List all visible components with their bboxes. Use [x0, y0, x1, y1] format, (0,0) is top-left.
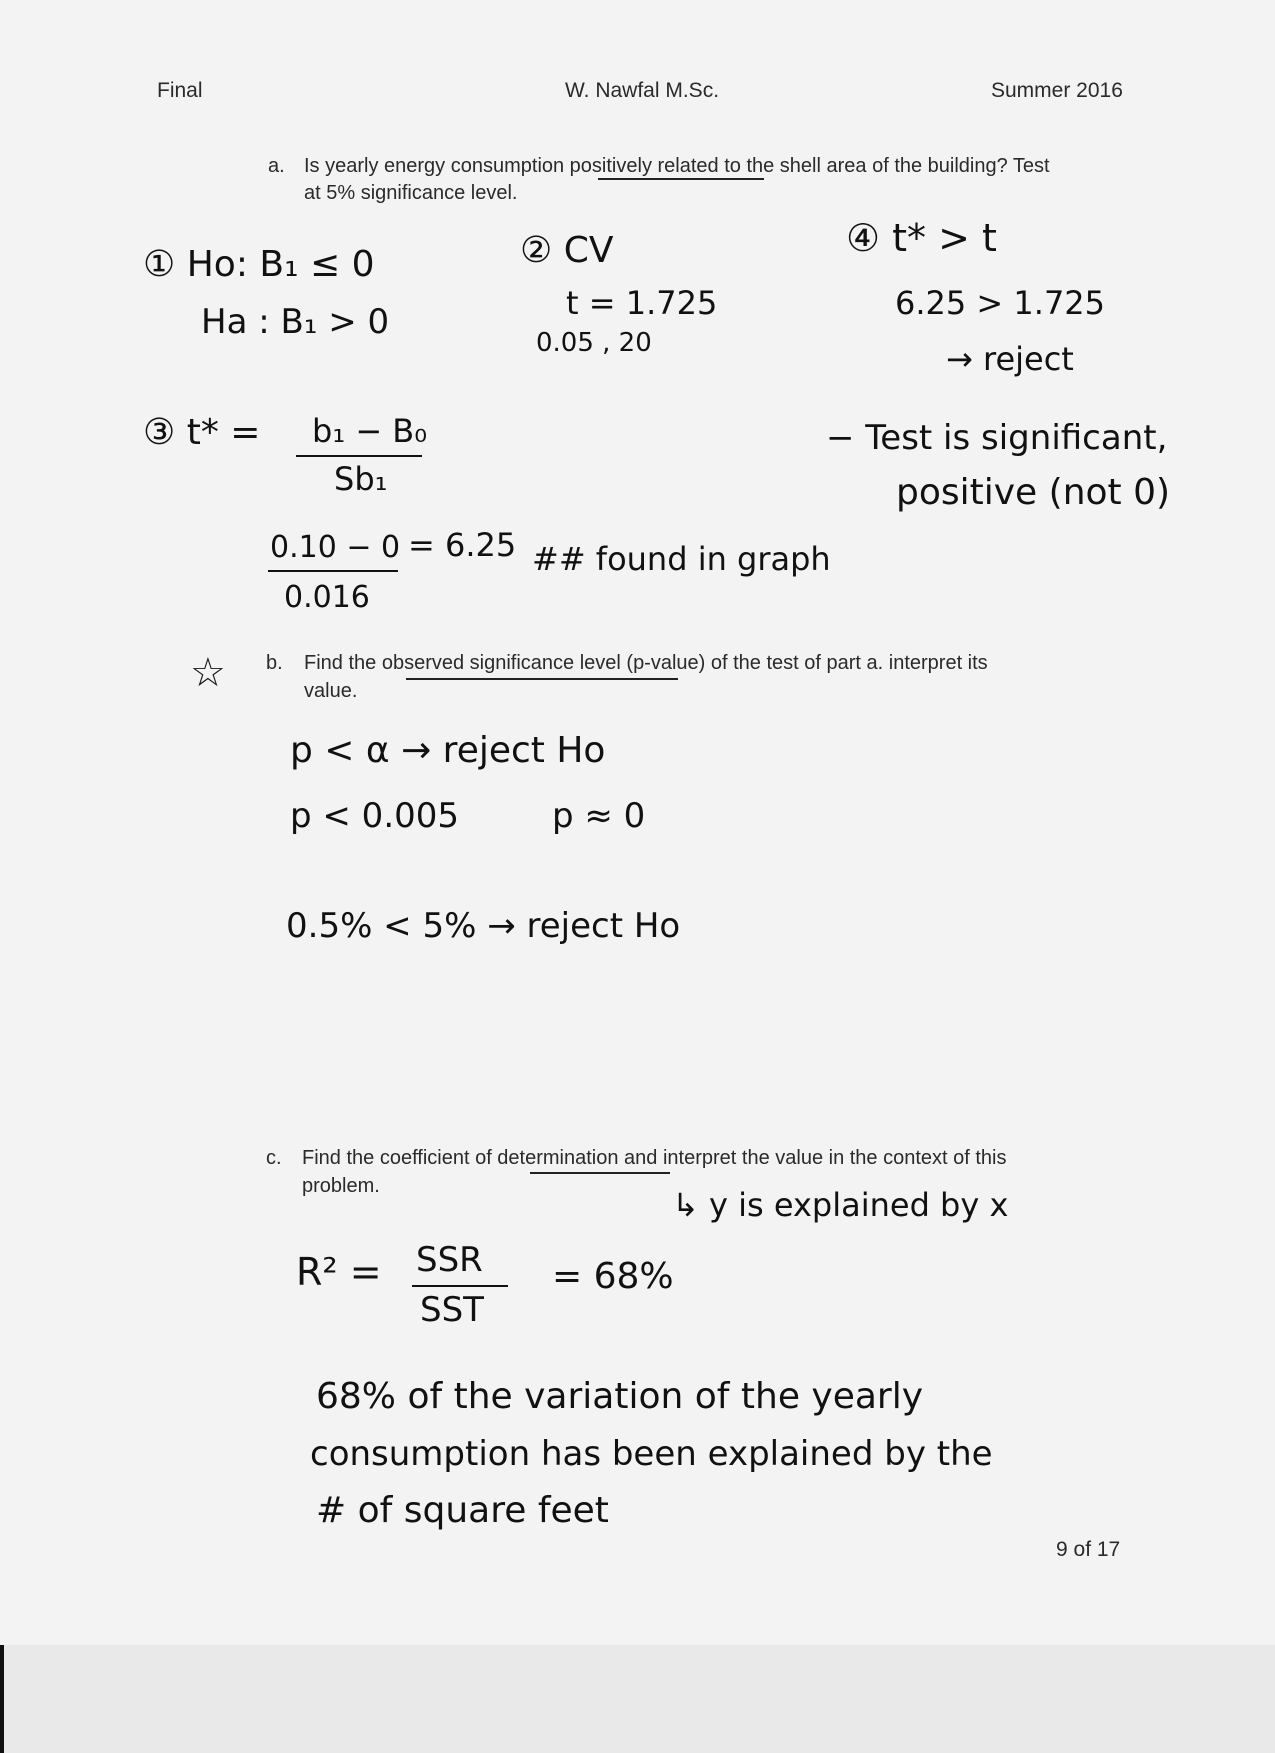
- answer-b-line2a: p < 0.005: [290, 796, 460, 836]
- question-a-line2: at 5% significance level.: [304, 182, 518, 204]
- answer-c-r2: R² =: [296, 1250, 382, 1294]
- question-a-line1: Is yearly energy consumption positively related to the shell area of the building? Test: [304, 155, 1050, 177]
- answer-c-note: ↳ y is explained by x: [672, 1186, 1009, 1224]
- conclusion-line2: positive (not 0): [896, 472, 1171, 513]
- step2-degrees: 0.05 , 20: [536, 328, 652, 358]
- step3-fraction-bar: [296, 455, 422, 457]
- step3-denominator: Sb₁: [334, 460, 388, 498]
- answer-b-line2b: p ≈ 0: [552, 796, 646, 836]
- answer-c-interpretation-3: # of square feet: [316, 1490, 609, 1531]
- calc-result: = 6.25: [408, 526, 517, 564]
- step4-rule: ④ t* > t: [846, 216, 997, 260]
- calc-note: ## found in graph: [532, 540, 831, 578]
- step2-t-value: t = 1.725: [566, 284, 718, 322]
- scan-edge: [0, 1645, 4, 1753]
- header-left: Final: [157, 79, 203, 102]
- underline-significance-level: [406, 678, 678, 680]
- question-b-label: b.: [266, 652, 283, 674]
- answer-c-fraction-bar: [412, 1285, 508, 1287]
- answer-c-value: = 68%: [552, 1256, 674, 1297]
- step3-numerator: b₁ − B₀: [312, 412, 428, 450]
- calc-numerator: 0.10 − 0: [270, 530, 401, 565]
- question-c-line2: problem.: [302, 1175, 380, 1197]
- question-b-line1: Find the observed significance level (p-value) of the test of part a. interpret its: [304, 652, 988, 674]
- step2-critical-value: ② CV: [520, 230, 614, 271]
- scan-background: [0, 1645, 1275, 1753]
- step4-result: → reject: [946, 340, 1074, 378]
- step4-comparison: 6.25 > 1.725: [895, 284, 1106, 322]
- step1-null-hypothesis: ① Ho: B₁ ≤ 0: [143, 244, 375, 285]
- header-center: W. Nawfal M.Sc.: [565, 79, 720, 102]
- question-b-line2: value.: [304, 680, 358, 702]
- page-number: 9 of 17: [1056, 1538, 1121, 1561]
- answer-c-numerator: SSR: [416, 1240, 483, 1280]
- calc-denominator: 0.016: [284, 580, 370, 615]
- question-c-label: c.: [266, 1147, 282, 1169]
- conclusion-line1: − Test is significant,: [826, 418, 1168, 458]
- calc-fraction-bar: [268, 570, 398, 572]
- question-a-label: a.: [268, 155, 285, 177]
- question-c-line1: Find the coefficient of determination and interpret the value in the context of this: [302, 1147, 1007, 1169]
- underline-determination: [530, 1172, 670, 1174]
- answer-c-interpretation-2: consumption has been explained by the: [310, 1434, 993, 1474]
- answer-b-line1: p < α → reject Ho: [290, 730, 606, 771]
- answer-c-denominator: SST: [420, 1290, 484, 1330]
- star-mark-icon: ☆: [190, 650, 226, 696]
- answer-b-line3: 0.5% < 5% → reject Ho: [286, 906, 681, 946]
- step3-formula: ③ t* =: [143, 412, 261, 453]
- answer-c-interpretation-1: 68% of the variation of the yearly: [316, 1376, 924, 1417]
- underline-positively-related: [598, 178, 764, 180]
- step1-alt-hypothesis: Ha : B₁ > 0: [201, 302, 390, 342]
- header-right: Summer 2016: [991, 79, 1123, 102]
